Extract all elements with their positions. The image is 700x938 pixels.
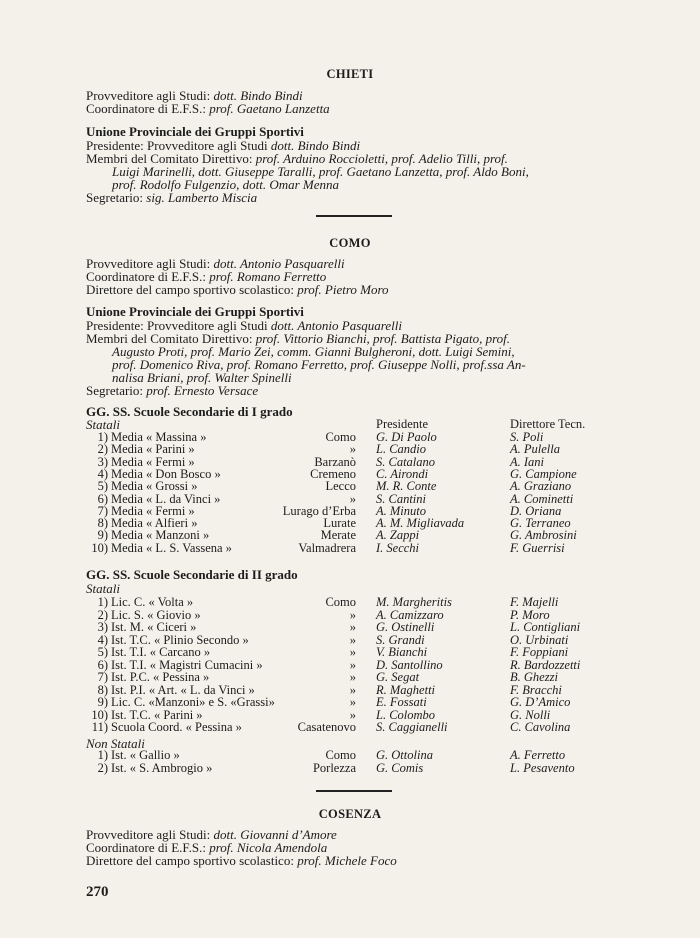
cell-pres: G. Ostinelli (376, 620, 435, 634)
cell-name: Media « L. da Vinci » (111, 491, 221, 506)
cell-num: 2) (97, 607, 108, 622)
cell-dir: P. Moro (510, 607, 550, 622)
chieti-union-line: prof. Rodolfo Fulgenzio, dott. Omar Menna (112, 177, 340, 192)
cell-dir: F. Majelli (510, 595, 559, 609)
table1-title: GG. SS. Scuole Secondarie di I grado (86, 404, 293, 419)
table2-subtitle-non-statali: Non Statali (86, 736, 145, 751)
section-title-como: COMO (329, 236, 371, 250)
table2-subtitle: Statali (86, 581, 120, 596)
cell-dir: G. Nolli (510, 707, 551, 722)
cell-city: » (349, 695, 356, 709)
cell-dir: G. Terraneo (510, 516, 571, 531)
cell-pres: V. Bianchi (376, 645, 428, 659)
cell-dir: C. Cavolina (510, 720, 571, 734)
cell-num: 6) (97, 657, 108, 672)
cell-num: 10) (91, 540, 108, 555)
table-row (0, 721, 700, 734)
cell-pres: A. M. Migliavada (376, 516, 465, 531)
cell-name: Media « Fermi » (111, 503, 195, 518)
cell-dir: L. Pesavento (510, 760, 575, 775)
cell-pres: A. Camizzaro (376, 607, 444, 622)
cell-num: 9) (97, 695, 108, 709)
cell-dir: B. Ghezzi (510, 670, 558, 684)
cell-city: Cremeno (310, 466, 356, 481)
cell-city: » (349, 442, 356, 457)
cell-city: Lecco (325, 479, 356, 494)
page-number: 270 (86, 884, 109, 900)
cell-pres: L. Candio (376, 442, 427, 457)
cell-num: 1) (97, 595, 108, 609)
cell-name: Lic. C. «Manzoni» e S. «Grassi» (111, 695, 275, 709)
cell-pres: G. Comis (376, 760, 424, 775)
cell-name: Ist. P.I. « Art. « L. da Vinci » (111, 682, 255, 697)
cell-num: 2) (97, 442, 108, 457)
cell-name: Ist. M. « Ciceri » (111, 620, 197, 634)
cell-pres: S. Grandi (376, 632, 425, 647)
cell-city: » (349, 607, 356, 622)
cell-name: Ist. T.C. « Plinio Secondo » (111, 632, 249, 647)
cell-name: Ist. T.I. « Carcano » (111, 645, 211, 659)
como-union-line: Membri del Comitato Direttivo: prof. Vittorio Bianchi, prof. Battista Pigato, prof. (86, 331, 511, 346)
como-line: Provveditore agli Studi: dott. Antonio Pasquarelli (86, 256, 345, 271)
cell-pres: M. Margheritis (376, 595, 452, 609)
cell-name: Media « Grossi » (111, 479, 198, 494)
cell-num: 11) (91, 720, 108, 734)
table-row (0, 542, 700, 555)
como-line: Direttore del campo sportivo scolastico: prof. Pietro Moro (86, 282, 389, 297)
como-union-line: Segretario: prof. Ernesto Versace (86, 383, 259, 398)
cell-dir: A. Ferretto (510, 748, 566, 762)
cell-pres: G. Di Paolo (376, 430, 437, 444)
como-union-line: nalisa Briani, prof. Walter Spinelli (112, 370, 292, 385)
cell-name: Media « L. S. Vassena » (111, 540, 232, 555)
cell-pres: L. Colombo (376, 707, 436, 722)
cell-name: Lic. S. « Giovio » (111, 607, 201, 622)
cell-num: 8) (97, 682, 108, 697)
como-union-line: prof. Domenico Riva, prof. Romano Ferretto, prof. Giuseppe Nolli, prof.ssa An- (112, 357, 526, 372)
section-title-cosenza: COSENZA (318, 807, 382, 821)
cell-num: 7) (97, 670, 108, 684)
column-header-presidente: Presidente (376, 417, 429, 431)
cell-city: Lurate (323, 516, 356, 531)
cell-pres: S. Catalano (376, 454, 436, 469)
cell-name: Ist. « S. Ambrogio » (111, 760, 213, 775)
table2-title: GG. SS. Scuole Secondarie di II grado (86, 567, 298, 582)
cell-num: 9) (97, 528, 108, 543)
chieti-line: Coordinatore di E.F.S.: prof. Gaetano Lanzetta (86, 101, 330, 116)
cell-dir: F. Foppiani (510, 645, 569, 659)
cell-dir: O. Urbinati (510, 632, 569, 647)
cell-name: Ist. T.I. « Magistri Cumacini » (111, 657, 263, 672)
chieti-union-line: Luigi Marinelli, dott. Giuseppe Taralli, prof. Gaetano Lanzetta, prof. Aldo Boni, (112, 164, 529, 179)
cell-dir: G. Campione (510, 466, 577, 481)
cell-city: » (349, 632, 356, 647)
cell-num: 2) (97, 760, 108, 775)
cell-name: Media « Don Bosco » (111, 466, 221, 481)
chieti-union-line: Membri del Comitato Direttivo: prof. Arduino Roccioletti, prof. Adelio Tilli, prof. (86, 151, 508, 166)
cell-dir: D. Oriana (510, 503, 562, 518)
cell-num: 4) (97, 632, 108, 647)
cell-pres: E. Fossati (376, 695, 427, 709)
cell-name: Media « Parini » (111, 442, 195, 457)
cell-pres: M. R. Conte (376, 479, 437, 494)
cell-city: Porlezza (312, 760, 356, 775)
cell-city: Casatenovo (297, 720, 356, 734)
section-title-chieti: CHIETI (326, 67, 374, 81)
cosenza-line: Coordinatore di E.F.S.: prof. Nicola Amendola (86, 840, 328, 855)
cell-num: 5) (97, 479, 108, 494)
cell-dir: A. Graziano (510, 479, 572, 494)
como-line: Coordinatore di E.F.S.: prof. Romano Ferretto (86, 269, 327, 284)
cell-city: » (349, 707, 356, 722)
table-row (0, 762, 700, 775)
cell-pres: A. Minuto (376, 503, 426, 518)
table1-subtitle: Statali (86, 417, 120, 432)
cell-name: Scuola Coord. « Pessina » (111, 720, 242, 734)
cell-city: Merate (320, 528, 356, 543)
cell-dir: G. Ambrosini (510, 528, 577, 543)
chieti-union-line: Presidente: Provveditore agli Studi dott. Bindo Bindi (86, 138, 361, 153)
cell-city: Como (325, 595, 356, 609)
cell-pres: S. Caggianelli (376, 720, 448, 734)
cell-city: » (349, 645, 356, 659)
cell-num: 3) (97, 620, 108, 634)
cell-name: Ist. P.C. « Pessina » (111, 670, 210, 684)
cell-city: Como (325, 748, 356, 762)
cell-city: » (349, 682, 356, 697)
cell-dir: L. Contigliani (510, 620, 581, 634)
chieti-union-line: Segretario: sig. Lamberto Miscia (86, 190, 258, 205)
cell-num: 10) (91, 707, 108, 722)
cell-dir: A. Iani (510, 454, 545, 469)
cell-name: Media « Fermi » (111, 454, 195, 469)
cell-num: 6) (97, 491, 108, 506)
cosenza-line: Direttore del campo sportivo scolastico: prof. Michele Foco (86, 853, 397, 868)
cell-num: 3) (97, 454, 108, 469)
cosenza-line: Provveditore agli Studi: dott. Giovanni d’Amore (86, 827, 337, 842)
como-union-title: Unione Provinciale dei Gruppi Sportivi (86, 304, 304, 319)
cell-num: 1) (97, 430, 108, 444)
cell-num: 7) (97, 503, 108, 518)
cell-dir: G. D’Amico (510, 695, 571, 709)
cell-name: Media « Manzoni » (111, 528, 210, 543)
cell-city: » (349, 491, 356, 506)
cell-dir: R. Bardozzetti (510, 657, 581, 672)
cell-city: Lurago d’Erba (282, 503, 356, 518)
cell-pres: C. Airondi (376, 466, 429, 481)
cell-pres: A. Zappi (376, 528, 420, 543)
cell-num: 4) (97, 466, 108, 481)
cell-dir: S. Poli (510, 430, 544, 444)
cell-pres: I. Secchi (376, 540, 420, 555)
section-divider (316, 790, 392, 792)
cell-dir: A. Pulella (510, 442, 560, 457)
cell-pres: R. Maghetti (376, 682, 436, 697)
como-union-line: Augusto Proti, prof. Mario Zei, comm. Gianni Bulgheroni, dott. Luigi Semini, (112, 344, 515, 359)
cell-num: 5) (97, 645, 108, 659)
cell-pres: G. Ottolina (376, 748, 433, 762)
cell-city: » (349, 657, 356, 672)
cell-city: Barzanò (314, 454, 356, 469)
cell-name: Ist. « Gallio » (111, 748, 180, 762)
cell-pres: G. Segat (376, 670, 420, 684)
chieti-union-title: Unione Provinciale dei Gruppi Sportivi (86, 124, 304, 139)
cell-dir: F. Guerrisi (510, 540, 565, 555)
cell-num: 1) (97, 748, 108, 762)
cell-city: » (349, 620, 356, 634)
cell-dir: F. Bracchi (510, 682, 562, 697)
section-divider (316, 215, 392, 217)
cell-num: 8) (97, 516, 108, 531)
como-union-line: Presidente: Provveditore agli Studi dott. Antonio Pasquarelli (86, 318, 402, 333)
cell-name: Media « Alfieri » (111, 516, 198, 531)
cell-pres: S. Cantini (376, 491, 427, 506)
cell-city: Valmadrera (298, 540, 356, 555)
chieti-line: Provveditore agli Studi: dott. Bindo Bindi (86, 88, 303, 103)
cell-dir: A. Cominetti (510, 491, 574, 506)
cell-city: » (349, 670, 356, 684)
cell-city: Como (325, 430, 356, 444)
cell-name: Media « Massina » (111, 430, 207, 444)
cell-name: Ist. T.C. « Parini » (111, 707, 203, 722)
cell-name: Lic. C. « Volta » (111, 595, 194, 609)
cell-pres: D. Santollino (376, 657, 443, 672)
column-header-direttore: Direttore Tecn. (510, 417, 586, 431)
